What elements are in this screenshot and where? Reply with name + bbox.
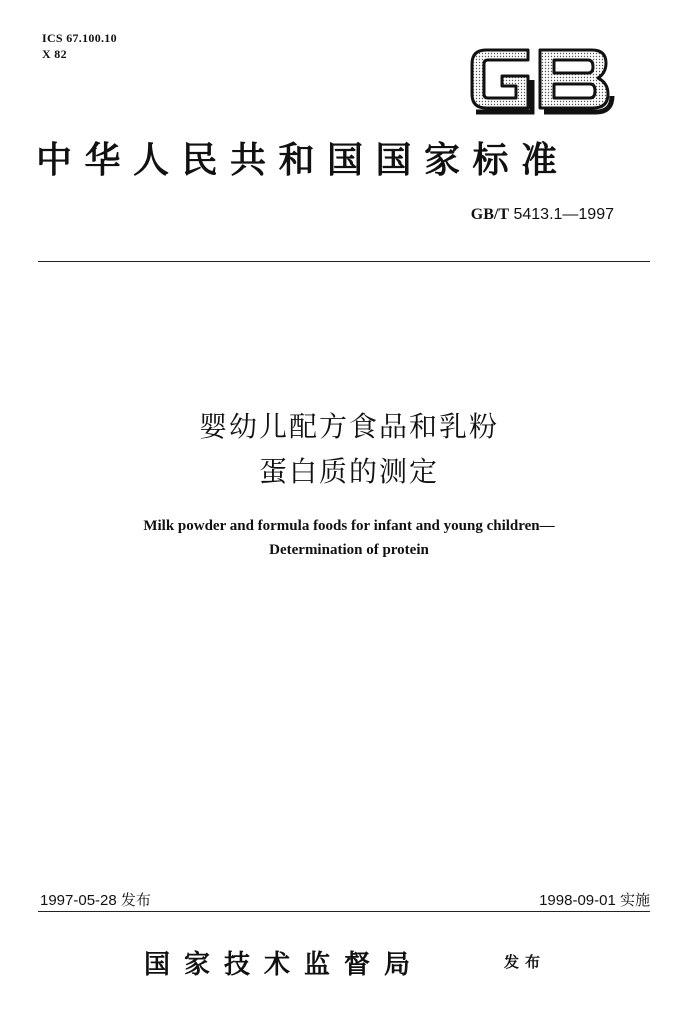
- chinese-title-line1: 婴幼儿配方食品和乳粉: [198, 410, 499, 443]
- standard-organization-title: 中华人民共和国国家标准: [36, 140, 570, 181]
- standard-number-value: 5413.1—1997: [513, 206, 614, 223]
- issuing-authority: 国家技术监督局: [144, 950, 425, 980]
- classification-code: X 82: [42, 47, 67, 61]
- issued-label: 发布: [504, 953, 547, 971]
- english-title-line2: Determination of protein: [269, 542, 429, 558]
- standard-number: [471, 206, 614, 224]
- english-title-line1: Milk powder and formula foods for infant and young children—: [143, 518, 555, 534]
- classification-codes: [42, 30, 117, 62]
- gb-logo: [466, 40, 616, 118]
- issue-date: 1997-05-28 发布: [40, 892, 151, 909]
- header-divider: [38, 261, 650, 263]
- ics-code: ICS 67.100.10: [42, 31, 117, 45]
- chinese-title-line2: 蛋白质的测定: [258, 455, 439, 488]
- implementation-date: 1998-09-01 实施: [539, 892, 650, 909]
- standard-number-prefix: GB/T: [470, 206, 510, 223]
- footer-divider: [38, 911, 650, 913]
